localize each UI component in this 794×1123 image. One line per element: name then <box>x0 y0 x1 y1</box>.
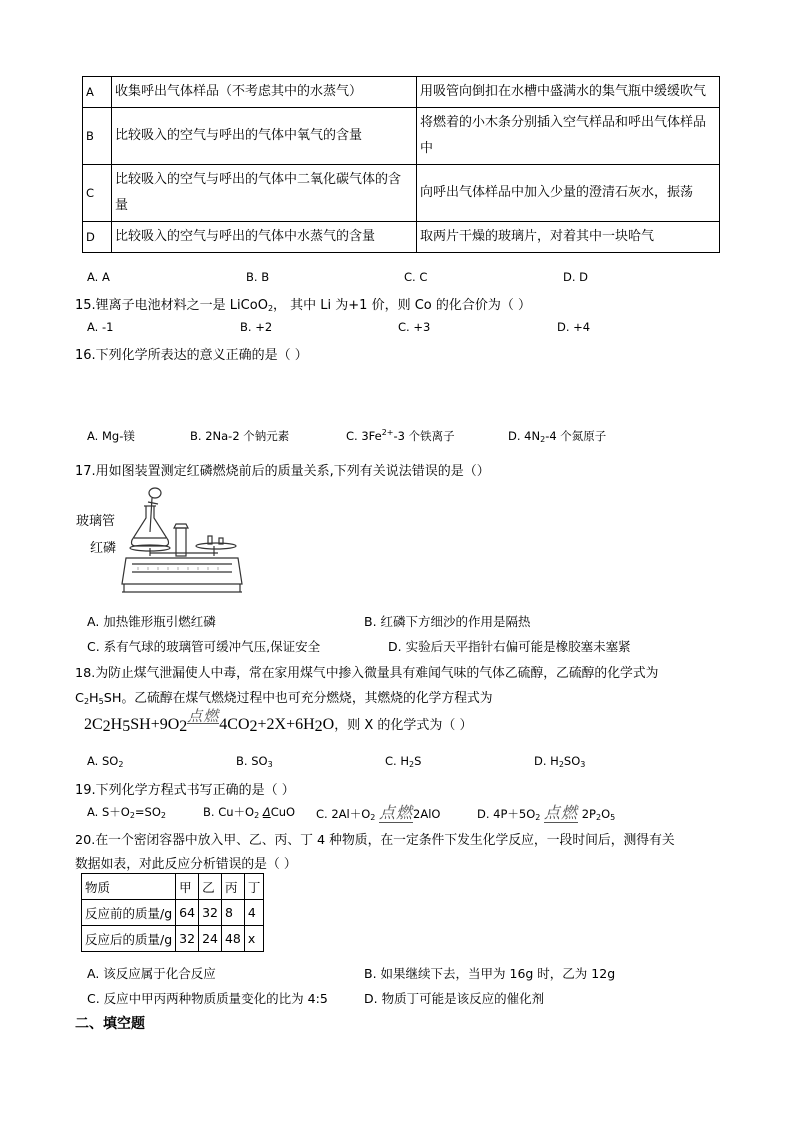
q17-option-d[interactable]: D. 实验后天平指针右偏可能是橡胶塞未塞紧 <box>388 639 631 654</box>
label-glass-tube: 玻璃管 <box>76 514 116 529</box>
row-label: C <box>83 165 112 222</box>
table-cell: 64 <box>176 900 199 926</box>
table-row <box>83 77 720 108</box>
q14-option-a[interactable]: A. A <box>87 270 110 284</box>
table-cell: 反应前的质量/g <box>82 900 176 926</box>
table-row <box>83 108 720 165</box>
balance-apparatus-diagram <box>118 484 246 602</box>
table-row <box>82 900 264 926</box>
table-row <box>82 926 264 952</box>
row-label: A <box>83 77 112 108</box>
q16-option-b[interactable]: B. 2Na-2 个钠元素 <box>190 429 290 443</box>
header-cell: 物质 <box>82 874 176 900</box>
q20-option-c[interactable]: C. 反应中甲丙两种物质质量变化的比为 4:5 <box>87 991 328 1006</box>
table-cell: 8 <box>221 900 244 926</box>
row-purpose: 比较吸入的空气与呼出的气体中二氧化碳气体的含量 <box>112 165 417 222</box>
condition-ignite: 点燃 <box>379 803 414 822</box>
row-purpose: 收集呼出气体样品（不考虑其中的水蒸气） <box>112 77 417 108</box>
table-cell: x <box>244 926 264 952</box>
q16-option-c[interactable]: C. $3Fe^{2+}-3$ 个铁离子 <box>346 428 455 443</box>
q14-option-d[interactable]: D. D <box>563 270 589 284</box>
header-cell: 丙 <box>221 874 244 900</box>
q18-option-b[interactable]: B. $SO_3$ <box>236 754 273 769</box>
q17-stem: 17.用如图装置测定红磷燃烧前后的质量关系,下列有关说法错误的是（） <box>75 464 490 479</box>
row-method: 将燃着的小木条分别插入空气样品和呼出气体样品中 <box>417 108 720 165</box>
q16-option-a[interactable]: A. Mg-镁 <box>87 429 135 443</box>
q20-stem-line1: 20.在一个密闭容器中放入甲、乙、丙、丁 4 种物质，在一定条件下发生化学反应，一段时间后，测得有关 <box>75 833 675 848</box>
table-cell: 32 <box>199 900 222 926</box>
table-row <box>83 222 720 253</box>
q15-option-d[interactable]: D. +4 <box>557 320 591 334</box>
q15-option-c[interactable]: C. +3 <box>398 320 431 334</box>
row-method: 向呼出气体样品中加入少量的澄清石灰水，振荡 <box>417 165 720 222</box>
q20-option-b[interactable]: B. 如果继续下去，当甲为 16g 时，乙为 12g <box>364 966 616 981</box>
header-cell: 丁 <box>244 874 264 900</box>
q19-option-d[interactable]: D. $4P+5O_2$ 点燃 $2P_2O_5$ <box>477 803 616 822</box>
q20-option-a[interactable]: A. 该反应属于化合反应 <box>87 966 216 981</box>
row-method: 取两片干燥的玻璃片，对着其中一块哈气 <box>417 222 720 253</box>
q18-option-d[interactable]: D. $H_2SO_3$ <box>534 754 586 769</box>
condition-heat: Δ <box>262 805 271 819</box>
q18-option-c[interactable]: C. $H_2S$ <box>385 754 422 769</box>
condition-ignite: 点燃 <box>544 803 579 822</box>
q19-option-c[interactable]: C. $2Al+O_2$ 点燃2AlO <box>316 803 441 822</box>
table-cell: 32 <box>176 926 199 952</box>
q15-option-a[interactable]: A. -1 <box>87 320 114 334</box>
label-red-phosphorus: 红磷 <box>90 541 117 556</box>
row-method: 用吸管向倒扣在水槽中盛满水的集气瓶中缓缓吹气 <box>417 77 720 108</box>
section-title: 二、填空题 <box>75 1016 145 1032</box>
q16-option-d[interactable]: D. $4N_2-4$ 个氮原子 <box>508 429 607 444</box>
q18-stem-line2: $C_2H_5SH$。乙硫醇在煤气燃烧过程中也可充分燃烧，其燃烧的化学方程式为 <box>75 691 493 706</box>
q20-option-d[interactable]: D. 物质丁可能是该反应的催化剂 <box>364 991 545 1006</box>
table-cell: 4 <box>244 900 264 926</box>
row-label: D <box>83 222 112 253</box>
table-row <box>83 165 720 222</box>
row-label: B <box>83 108 112 165</box>
q20-stem-line2: 数据如表，对此反应分析错误的是（ ） <box>75 857 297 872</box>
q18-option-a[interactable]: A. $SO_2$ <box>87 754 124 769</box>
q18-equation: 2C2H5SH+9O2点燃4CO2+2X+6H2O，则 X 的化学式为（ ） <box>84 707 473 735</box>
q15-stem: 15.锂离子电池材料之一是 LiCoO$_2$， 其中 Li 为+1 价，则 Co 的化合价为（ ） <box>75 298 532 313</box>
table-cell: 48 <box>221 926 244 952</box>
q19-stem: 19.下列化学方程式书写正确的是（ ） <box>75 783 295 798</box>
row-purpose: 比较吸入的空气与呼出的气体中氧气的含量 <box>112 108 417 165</box>
q14-option-b[interactable]: B. B <box>246 270 270 284</box>
table-header-row <box>82 874 264 900</box>
q15-option-b[interactable]: B. +2 <box>240 320 273 334</box>
condition-ignite: 点燃 <box>187 707 220 725</box>
header-cell: 乙 <box>199 874 222 900</box>
q17-option-b[interactable]: B. 红磷下方细沙的作用是隔热 <box>364 614 531 629</box>
q16-stem: 16.下列化学所表达的意义正确的是（ ） <box>75 348 308 363</box>
q14-table <box>82 76 720 253</box>
q20-table <box>81 873 264 952</box>
table-cell: 反应后的质量/g <box>82 926 176 952</box>
table-cell: 24 <box>199 926 222 952</box>
q19-option-b[interactable]: B. $Cu+O_2$ ΔCuO <box>203 805 296 820</box>
q17-option-a[interactable]: A. 加热锥形瓶引燃红磷 <box>87 614 216 629</box>
q18-stem-line1: 18.为防止煤气泄漏使人中毒，常在家用煤气中掺入微量具有难闻气味的气体乙硫醇，乙硫醇的化学式为 <box>75 666 659 681</box>
q17-option-c[interactable]: C. 系有气球的玻璃管可缓冲气压,保证安全 <box>87 639 321 654</box>
q14-option-c[interactable]: C. C <box>404 270 428 284</box>
row-purpose: 比较吸入的空气与呼出的气体中水蒸气的含量 <box>112 222 417 253</box>
header-cell: 甲 <box>176 874 199 900</box>
q19-option-a[interactable]: A. $S+O_2=SO_2$ <box>87 805 167 820</box>
